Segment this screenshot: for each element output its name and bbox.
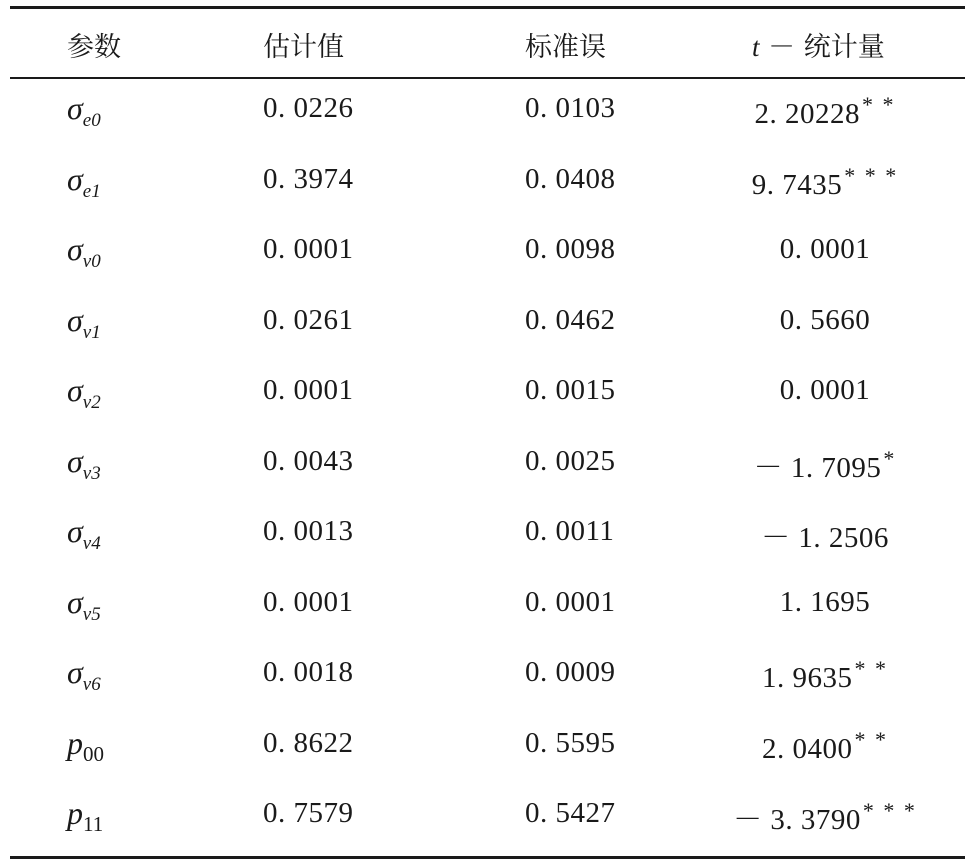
- param-subscript: v2: [82, 392, 101, 413]
- param-symbol: [67, 90, 101, 132]
- significance-stars: * *: [854, 726, 888, 752]
- t-stat-cell: [680, 304, 970, 337]
- std-error-value: 0. 0462: [525, 303, 616, 336]
- param-letter: σ: [67, 513, 83, 549]
- param-symbol: [67, 302, 101, 344]
- std-error-value: 0. 0009: [525, 656, 616, 688]
- t-stat-cell: [680, 586, 970, 619]
- param-symbol: [67, 513, 101, 555]
- t-stat-cell: [680, 92, 970, 131]
- param-letter: σ: [67, 372, 83, 408]
- t-stat-value: － 3. 3790: [733, 804, 861, 836]
- param-subscript: v5: [82, 603, 101, 625]
- estimate-value: 0. 0001: [263, 585, 354, 618]
- param-letter: σ: [67, 442, 83, 479]
- header-estimate: 估计值: [263, 32, 344, 63]
- param-symbol: [67, 231, 101, 273]
- param-symbol: [67, 372, 101, 414]
- estimate-value: 0. 3974: [263, 162, 354, 195]
- param-letter: σ: [67, 301, 83, 338]
- t-stat-label: 统计量: [803, 32, 885, 63]
- param-letter: σ: [67, 90, 83, 126]
- param-subscript: e1: [82, 180, 101, 202]
- std-error-value: 0. 0103: [525, 92, 616, 124]
- t-stat-value: － 1. 2506: [761, 522, 889, 554]
- t-stat-value: 2. 20228: [754, 98, 860, 130]
- param-letter: p: [67, 795, 83, 831]
- param-letter: p: [67, 724, 83, 761]
- t-stat-cell: [680, 374, 970, 407]
- param-symbol: [67, 795, 103, 837]
- param-symbol: [67, 654, 101, 696]
- t-stat-value: 1. 9635: [762, 662, 853, 694]
- t-stat-cell: [680, 727, 970, 766]
- estimate-value: 0. 7579: [263, 797, 354, 829]
- t-stat-cell: [680, 656, 970, 695]
- param-subscript: 11: [83, 812, 104, 836]
- significance-stars: * *: [854, 656, 888, 681]
- estimate-value: 0. 0013: [263, 515, 354, 547]
- t-dash: －: [768, 32, 796, 63]
- param-symbol: [67, 584, 101, 626]
- significance-stars: *: [883, 445, 897, 471]
- significance-stars: * * *: [844, 162, 899, 188]
- std-error-value: 0. 0098: [525, 233, 616, 265]
- significance-stars: * *: [862, 92, 896, 117]
- t-stat-value: 0. 0001: [779, 374, 871, 406]
- t-stat-cell: [680, 233, 970, 266]
- t-symbol: t: [752, 32, 760, 62]
- param-subscript: v1: [82, 321, 101, 343]
- param-symbol: [67, 161, 101, 203]
- t-stat-value: 1. 1695: [779, 585, 871, 618]
- table-header-rule: [10, 77, 965, 79]
- t-stat-value: 0. 5660: [779, 303, 871, 336]
- param-subscript: v0: [82, 251, 101, 272]
- param-subscript: e0: [82, 110, 101, 131]
- estimate-value: 0. 0018: [263, 656, 354, 688]
- std-error-value: 0. 0408: [525, 162, 616, 195]
- param-letter: σ: [67, 654, 83, 690]
- std-error-value: 0. 0025: [525, 444, 616, 477]
- t-stat-value: 0. 0001: [779, 233, 871, 265]
- t-stat-value: 2. 0400: [762, 732, 853, 765]
- param-subscript: v3: [82, 462, 101, 484]
- estimate-value: 0. 0001: [263, 233, 354, 265]
- param-letter: σ: [67, 231, 83, 267]
- param-subscript: 00: [83, 741, 104, 766]
- t-stat-cell: [680, 797, 970, 838]
- param-symbol: [67, 725, 104, 767]
- param-letter: σ: [67, 160, 83, 197]
- t-stat-value: 9. 7435: [751, 168, 843, 201]
- table-bottom-rule: [10, 856, 965, 859]
- t-stat-cell: [680, 163, 970, 202]
- table-top-rule: [10, 6, 965, 9]
- estimate-value: 0. 0226: [263, 92, 354, 124]
- header-param: 参数: [67, 32, 121, 63]
- t-stat-cell: [680, 515, 970, 556]
- param-letter: σ: [67, 583, 83, 620]
- param-symbol: [67, 443, 101, 485]
- estimate-value: 0. 0001: [263, 374, 354, 406]
- header-t-statistic: [752, 25, 885, 64]
- std-error-value: 0. 0015: [525, 374, 616, 406]
- header-std-error: 标准误: [525, 32, 606, 63]
- param-subscript: v4: [82, 533, 101, 554]
- std-error-value: 0. 0001: [525, 585, 616, 618]
- estimate-value: 0. 8622: [263, 726, 354, 759]
- t-stat-cell: [680, 445, 970, 486]
- param-subscript: v6: [82, 674, 101, 695]
- significance-stars: * * *: [862, 798, 917, 823]
- std-error-value: 0. 0011: [525, 515, 615, 547]
- estimate-value: 0. 0261: [263, 303, 354, 336]
- estimate-value: 0. 0043: [263, 444, 354, 477]
- t-stat-value: － 1. 7095: [753, 451, 882, 484]
- std-error-value: 0. 5595: [525, 726, 616, 759]
- std-error-value: 0. 5427: [525, 797, 616, 829]
